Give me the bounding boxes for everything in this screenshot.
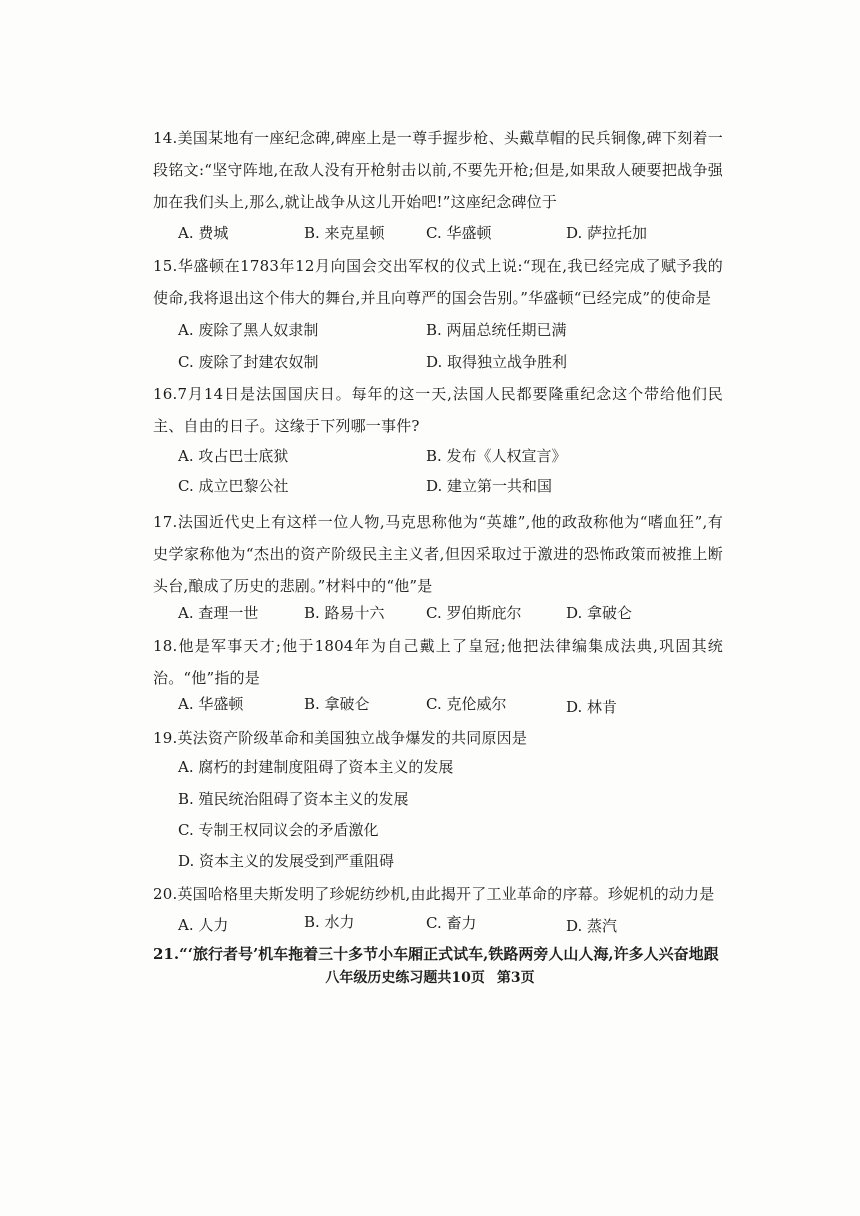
question-number: 14. [153,129,178,147]
question-20-option-a: A. 人力 [178,916,229,934]
question-14-option-d: D. 萨拉托加 [566,224,648,242]
question-14-option-b: B. 来克星顿 [304,224,385,242]
question-14-option-a: A. 费城 [178,224,229,242]
question-15-option-d: D. 取得独立战争胜利 [426,353,568,371]
question-number: 18. [153,637,178,655]
question-number: 20. [153,885,178,903]
question-19-stem [153,722,723,754]
question-18-stem [153,630,723,694]
question-14-option-c: C. 华盛顿 [426,224,492,242]
question-text: 华盛顿在1783年12月向国会交出军权的仪式上说:“现在,我已经完成了赋予我的使命,我将退出这个伟大的舞台,并且向尊严的国会告别。”华盛顿“已经完成”的使命是 [153,257,723,307]
question-17-option-d: D. 拿破仑 [566,604,633,622]
question-14-stem [153,122,723,218]
question-18-option-d: D. 林肯 [566,698,618,716]
question-19-option-b: B. 殖民统治阻碍了资本主义的发展 [178,790,409,808]
question-text: 英法资产阶级革命和美国独立战争爆发的共同原因是 [177,729,528,747]
page-number: 第3页 [496,970,535,986]
question-20-stem [153,878,723,910]
question-number: 19. [153,729,178,747]
question-15-option-c: C. 废除了封建农奴制 [178,353,319,371]
page-footer [0,968,860,988]
question-18-option-c: C. 克伦威尔 [426,695,507,713]
question-18-option-a: A. 华盛顿 [178,695,244,713]
question-17-stem [153,506,723,602]
question-16-stem [153,378,723,442]
question-16-option-d: D. 建立第一共和国 [426,477,553,495]
question-20-option-b: B. 水力 [304,913,355,931]
question-19-option-a: A. 腐朽的封建制度阻碍了资本主义的发展 [178,758,454,776]
question-19-option-d: D. 资本主义的发展受到严重阻碍 [178,852,395,870]
question-number: 17. [153,513,178,531]
question-number: 15. [153,257,178,275]
question-20-option-d: D. 蒸汽 [566,917,618,935]
question-text: 美国某地有一座纪念碑,碑座上是一尊手握步枪、头戴草帽的民兵铜像,碑下刻着一段铭文:“坚守阵地,在敌人没有开枪射击以前,不要先开枪;但是,如果敌人硬要把战争强加在我们头上,那么,就让战争从这儿开始吧!”这座纪念碑位于 [153,129,723,211]
question-text: 7月14日是法国国庆日。每年的这一天,法国人民都要隆重纪念这个带给他们民主、自由的日子。这缘于下列哪一事件? [153,385,723,435]
question-19-option-c: C. 专制王权同议会的矛盾激化 [178,821,379,839]
question-number: 16. [153,385,178,403]
question-16-option-b: B. 发布《人权宣言》 [426,447,567,465]
footer-label: 八年级历史练习题共10页 [325,970,485,986]
question-text: 他是军事天才;他于1804年为自己戴上了皇冠;他把法律编集成法典,巩固其统治。“他”指的是 [153,637,723,687]
question-18-option-b: B. 拿破仑 [304,695,370,713]
question-text: 英国哈格里夫斯发明了珍妮纺纱机,由此揭开了工业革命的序幕。珍妮机的动力是 [177,885,715,903]
question-17-option-b: B. 路易十六 [304,604,385,622]
question-17-option-a: A. 查理一世 [178,604,259,622]
question-text: 法国近代史上有这样一位人物,马克思称他为“英雄”,他的政敌称他为“嗜血狂”,有史学家称他为“杰出的资产阶级民主主义者,但因采取过于激进的恐怖政策而被推上断头台,酿成了历史的悲剧。”材料中的“他”是 [153,513,723,595]
question-15-option-b: B. 两届总统任期已满 [426,321,567,339]
question-17-option-c: C. 罗伯斯庇尔 [426,604,522,622]
question-16-option-c: C. 成立巴黎公社 [178,477,289,495]
question-16-option-a: A. 攻占巴士底狱 [178,447,289,465]
question-15-option-a: A. 废除了黑人奴隶制 [178,321,319,339]
question-20-option-c: C. 畜力 [426,914,477,932]
question-15-stem [153,250,723,314]
question-21-partial: 21.“‘旅行者号’机车拖着三十多节小车厢正式试车,铁路两旁人山人海,许多人兴奋地跟 [153,945,719,963]
